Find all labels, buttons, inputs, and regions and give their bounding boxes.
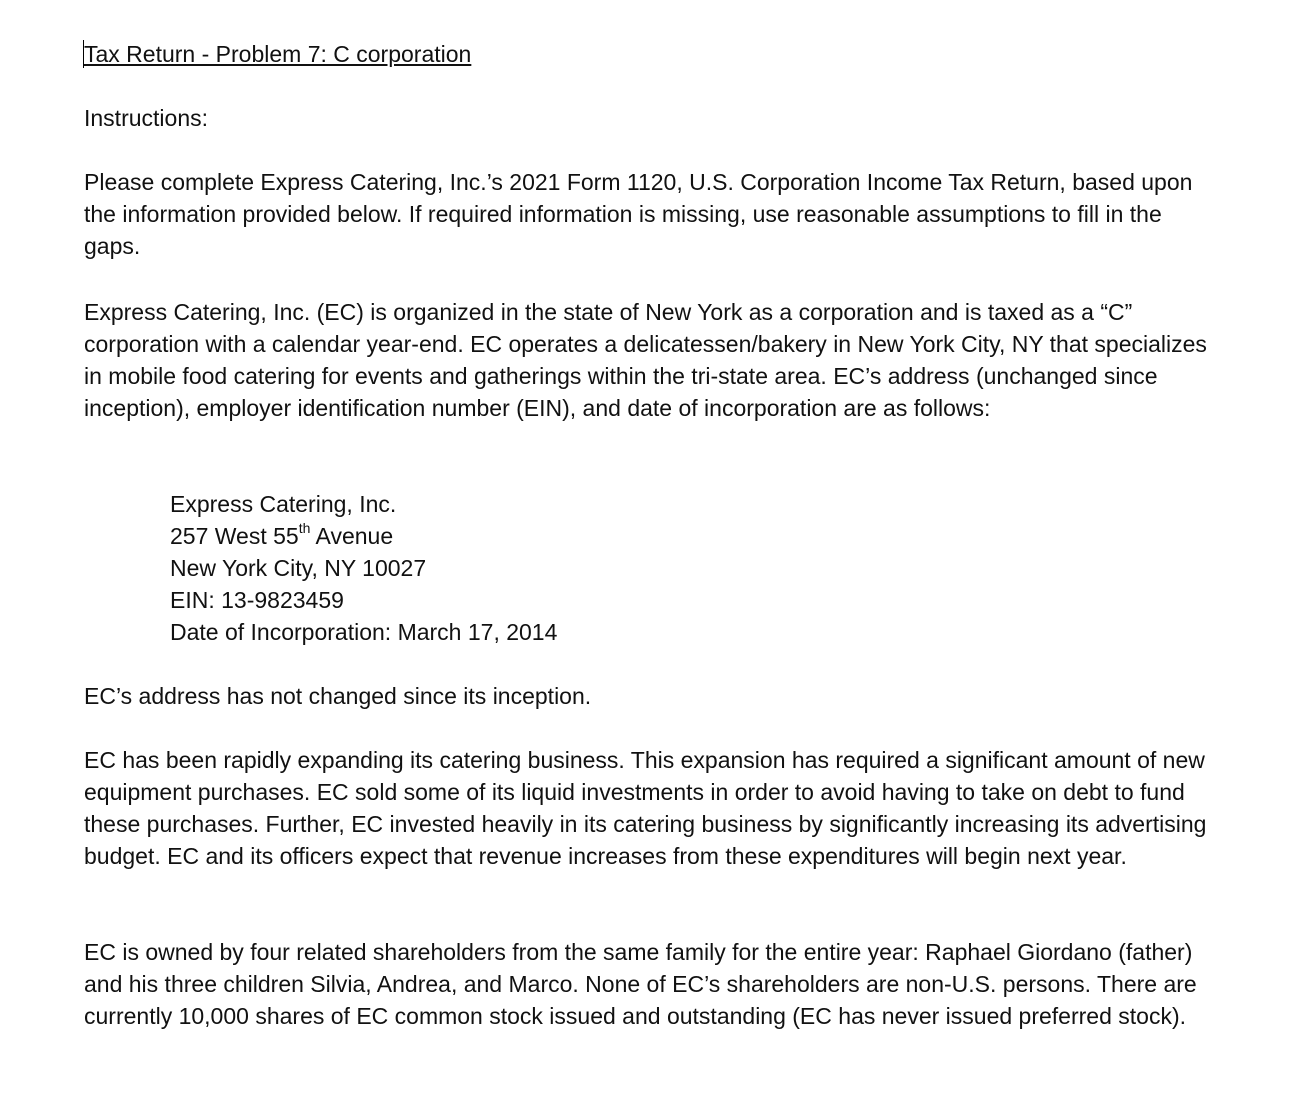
street-address: 257 West 55th Avenue — [170, 520, 394, 549]
document-title: Tax Return - Problem 7: C corporation — [84, 41, 472, 67]
paragraph-business-expansion: EC has been rapidly expanding its catering business. This expansion has required a significant amount of new equipment purchases. EC sold some of its liquid investments in order to avoid having to take on debt to fund these purchases. Further, EC invested heavily in its catering business by significantly increasing its advertising budget. EC and its officers expect that revenue increases from these expenditures will begin next year. — [84, 747, 1207, 869]
ein-line: EIN: 13-9823459 — [170, 587, 344, 613]
paragraph-instructions: Please complete Express Catering, Inc.’s 2021 Form 1120, U.S. Corporation Income Tax Return, based upon the information provided below. If required information is missing, use reasonable assumptions to fill in the gaps. — [84, 169, 1193, 259]
paragraph-company-overview: Express Catering, Inc. (EC) is organized in the state of New York as a corporation and is taxed as a “C” corporation with a calendar year-end. EC operates a delicatessen/bakery in New York City, NY that specializes in mobile food catering for events and gatherings within the tri-state area. EC’s address (unchanged since inception), employer identification number (EIN), and date of incorporation are as follows: — [84, 299, 1207, 421]
incorporation-date-line: Date of Incorporation: March 17, 2014 — [170, 619, 558, 645]
city-state-zip: New York City, NY 10027 — [170, 555, 427, 581]
instructions-heading: Instructions: — [84, 105, 208, 131]
company-name: Express Catering, Inc. — [170, 491, 397, 517]
company-address-block — [170, 488, 557, 648]
paragraph-address-note: EC’s address has not changed since its inception. — [84, 683, 592, 709]
paragraph-shareholders: EC is owned by four related shareholders from the same family for the entire year: Raphael Giordano (father) and his three children Silvia, Andrea, and Marco. None of EC’s shareholders are non-U.S. persons. There are currently 10,000 shares of EC common stock issued and outstanding (EC has never issued preferred stock). — [84, 939, 1197, 1029]
